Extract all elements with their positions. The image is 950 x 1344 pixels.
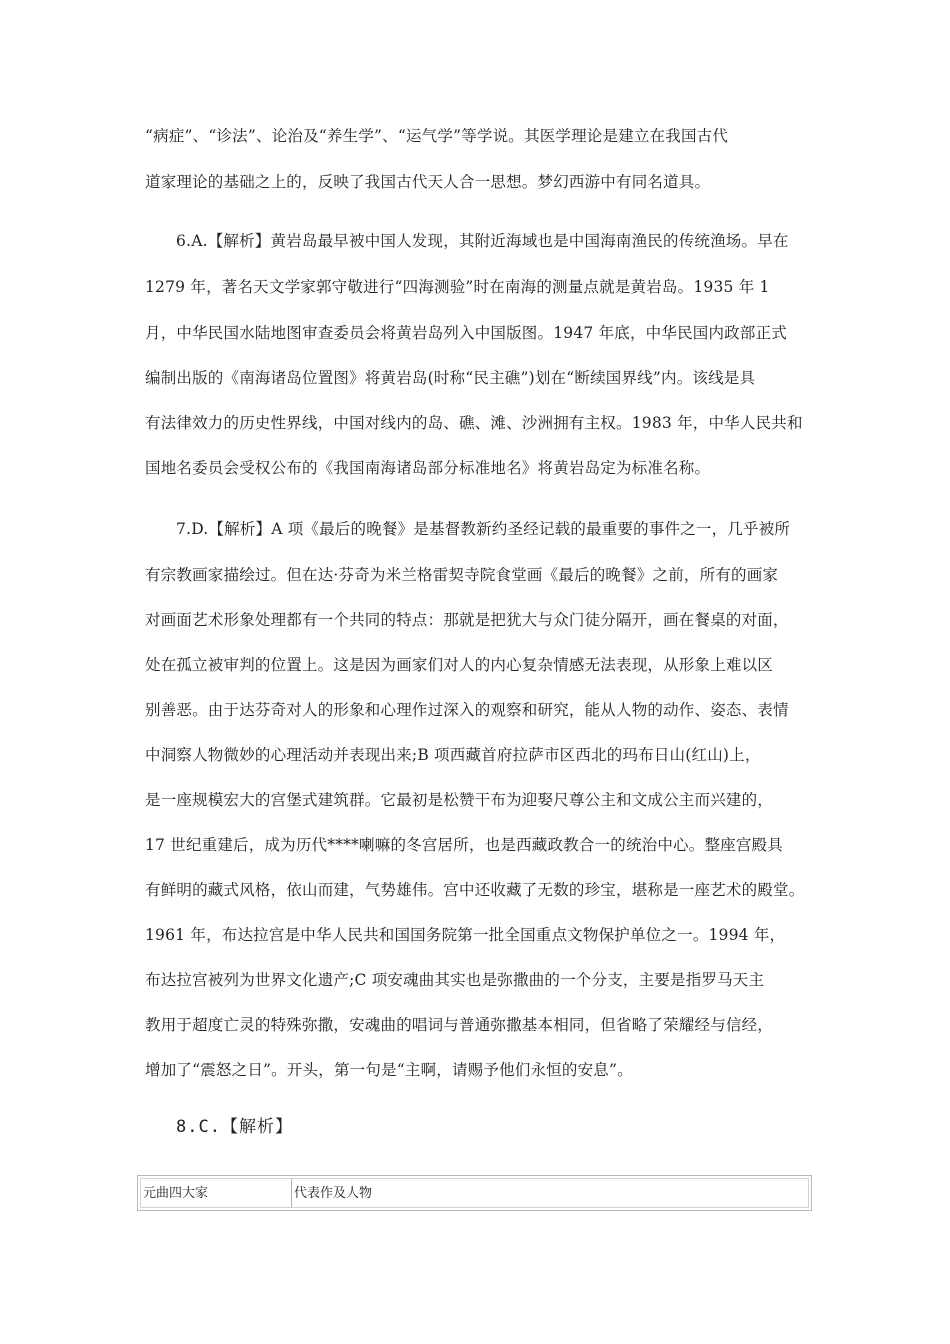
paragraph-line: 国地名委员会受权公布的《我国南海诸岛部分标准地名》将黄岩岛定为标准名称。 (145, 459, 711, 477)
paragraph-line: “病症”、“诊法”、论治及“养生学”、“运气学”等学说。其医学理论是建立在我国古代 (145, 127, 729, 145)
paragraph-line: 17 世纪重建后，成为历代****喇嘛的冬宫居所，也是西藏政教合一的统治中心。整座宫殿具 (145, 836, 783, 854)
paragraph-line: 有鲜明的藏式风格，依山而建，气势雄伟。宫中还收藏了无数的珍宝，堪称是一座艺术的殿堂。 (145, 881, 805, 899)
paragraph-line: 6.A.【解析】黄岩岛最早被中国人发现，其附近海域也是中国海南渔民的传统渔场。早在 (176, 232, 789, 250)
answer-heading: 8.C.【解析】 (176, 1117, 293, 1137)
paragraph-line: 有宗教画家描绘过。但在达·芬奇为米兰格雷契寺院食堂画《最后的晚餐》之前，所有的画家 (145, 566, 779, 584)
paragraph-line: 别善恶。由于达芬奇对人的形象和心理作过深入的观察和研究，能从人物的动作、姿态、表情 (145, 701, 789, 719)
paragraph-line: 1279 年，著名天文学家郭守敬进行“四海测验”时在南海的测量点就是黄岩岛。1935 年 1 (145, 278, 770, 296)
paragraph-line: 教用于超度亡灵的特殊弥撒，安魂曲的唱词与普通弥撒基本相同，但省略了荣耀经与信经， (145, 1016, 774, 1034)
paragraph-line: 月，中华民国水陆地图审查委员会将黄岩岛列入中国版图。1947 年底，中华民国内政部正式 (145, 324, 787, 342)
yuanqu-table (137, 1175, 812, 1211)
paragraph-line: 1961 年，布达拉宫是中华人民共和国国务院第一批全国重点文物保护单位之一。1994 年， (145, 926, 786, 944)
paragraph-line: 对画面艺术形象处理都有一个共同的特点：那就是把犹大与众门徒分隔开，画在餐桌的对面， (145, 611, 789, 629)
paragraph-line: 是一座规模宏大的宫堡式建筑群。它最初是松赞干布为迎娶尺尊公主和文成公主而兴建的， (145, 791, 774, 809)
paragraph-line: 7.D.【解析】A 项《最后的晚餐》是基督教新约圣经记载的最重要的事件之一，几乎被所 (176, 520, 791, 538)
paragraph-line: 编制出版的《南海诸岛位置图》将黄岩岛(时称“民主礁”)划在“断续国界线”内。该线是具 (145, 369, 756, 387)
paragraph-line: 处在孤立被审判的位置上。这是因为画家们对人的内心复杂情感无法表现，从形象上难以区 (145, 656, 774, 674)
paragraph-line: 增加了“震怒之日”。开头，第一句是“主啊，请赐予他们永恒的安息”。 (145, 1061, 633, 1079)
paragraph-line: 道家理论的基础之上的，反映了我国古代天人合一思想。梦幻西游中有同名道具。 (145, 173, 711, 191)
table-row (140, 1178, 809, 1208)
paragraph-line: 有法律效力的历史性界线，中国对线内的岛、礁、滩、沙洲拥有主权。1983 年，中华人民共和 (145, 414, 803, 432)
paragraph-line: 布达拉宫被列为世界文化遗产;C 项安魂曲其实也是弥撒曲的一个分支，主要是指罗马天主 (145, 971, 765, 989)
paragraph-line: 中洞察人物微妙的心理活动并表现出来;B 项西藏首府拉萨市区西北的玛布日山(红山)上， (145, 746, 761, 764)
table-header-cell: 代表作及人物 (294, 1186, 373, 1201)
table-header-cell: 元曲四大家 (141, 1179, 292, 1207)
